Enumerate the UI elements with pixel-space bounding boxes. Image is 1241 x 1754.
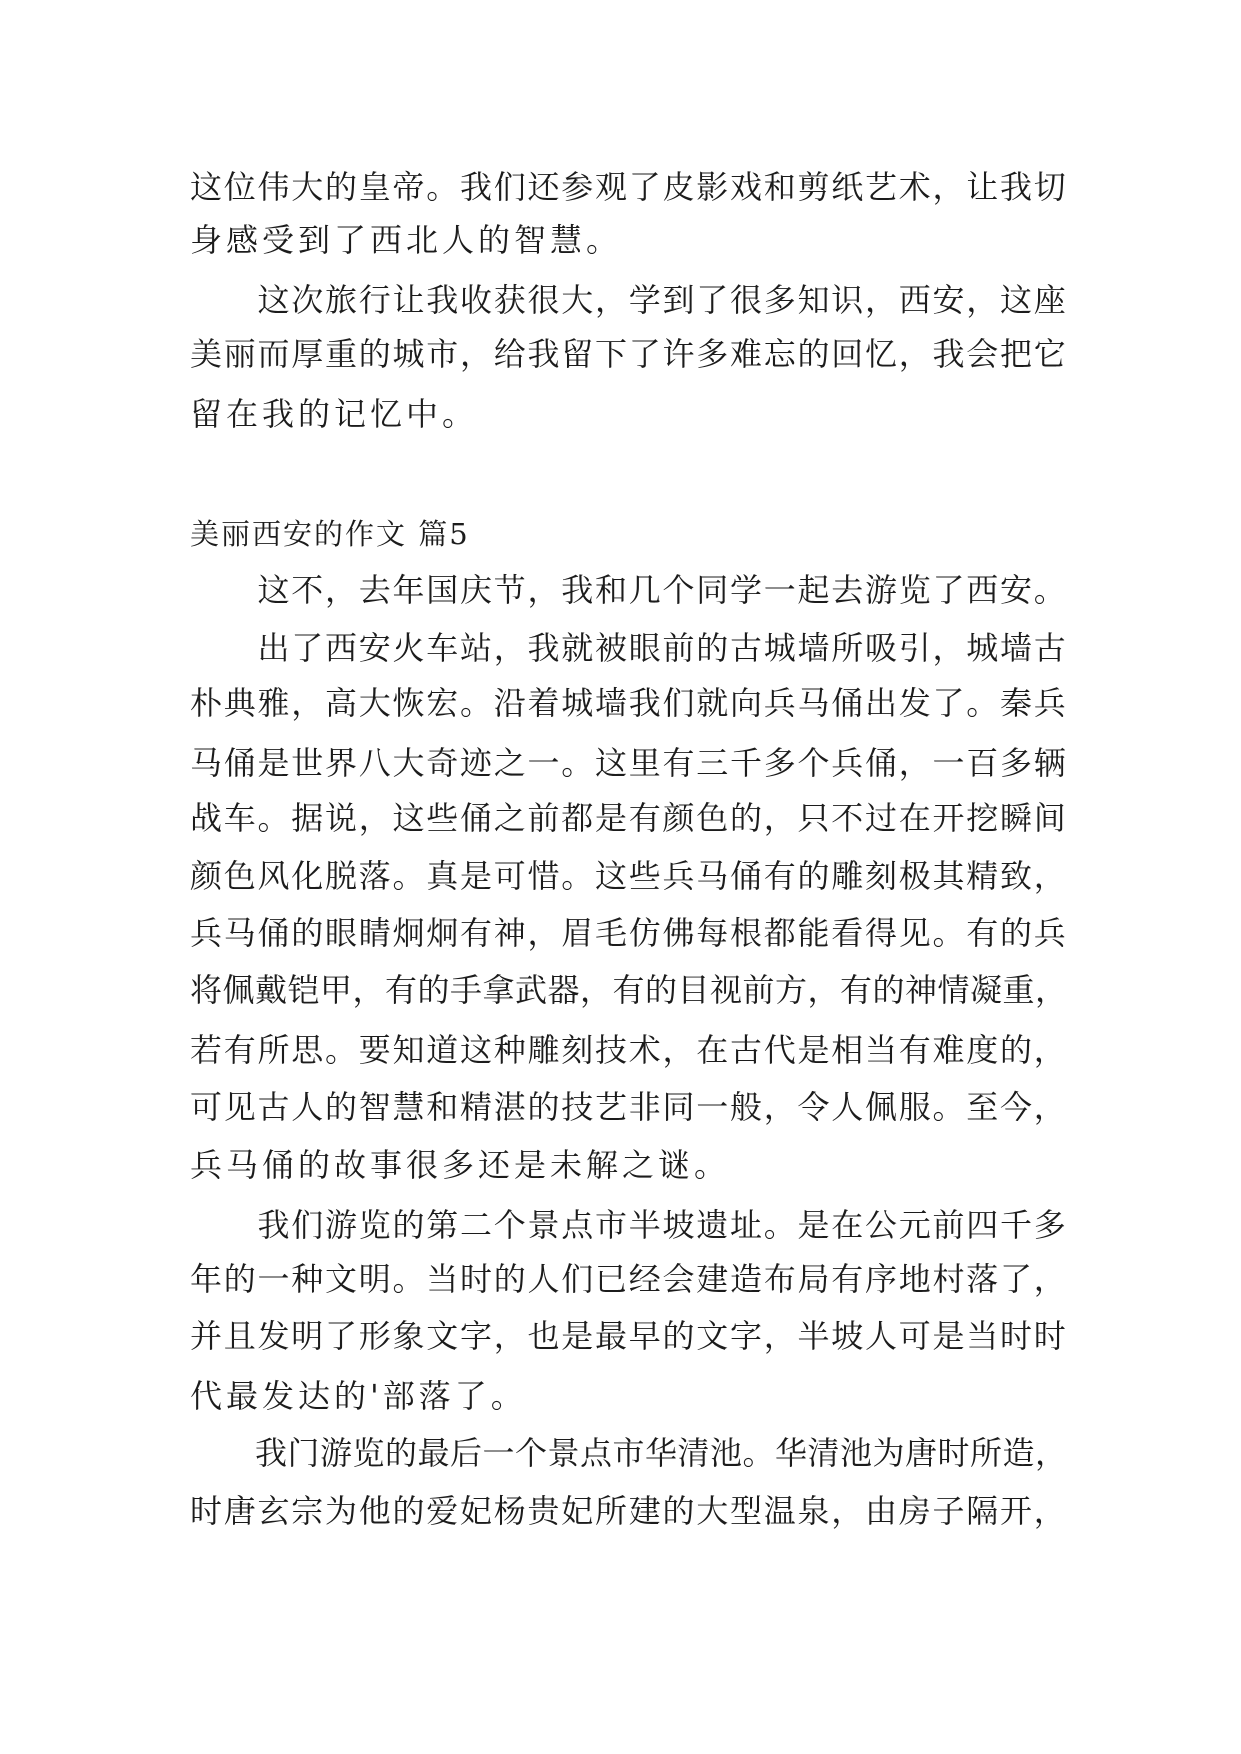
text-line: 可见古人的智慧和精湛的技艺非同一般，令人佩服。至今， [190,1088,1068,1126]
text-line: 颜色风化脱落。真是可惜。这些兵马俑有的雕刻极其精致， [190,857,1068,895]
text-line: 出了西安火车站，我就被眼前的古城墙所吸引，城墙古 [190,629,1068,667]
text-line: 美丽而厚重的城市，给我留下了许多难忘的回忆，我会把它 [190,335,1068,373]
text-line: 时唐玄宗为他的爱妃杨贵妃所建的大型温泉，由房子隔开， [190,1492,1068,1530]
text-line: 身感受到了西北人的智慧。 [190,221,623,259]
text-line: 若有所思。要知道这种雕刻技术，在古代是相当有难度的， [190,1031,1068,1069]
text-line: 并且发明了形象文字，也是最早的文字，半坡人可是当时时 [190,1317,1068,1355]
text-line: 将佩戴铠甲，有的手拿武器，有的目视前方，有的神情凝重， [190,971,1068,1009]
text-line: 兵马俑的故事很多还是未解之谜。 [190,1146,731,1184]
text-line: 朴典雅，高大恢宏。沿着城墙我们就向兵马俑出发了。秦兵 [190,684,1068,722]
text-line: 兵马俑的眼睛炯炯有神，眉毛仿佛每根都能看得见。有的兵 [190,914,1068,952]
text-line: 这不，去年国庆节，我和几个同学一起去游览了西安。 [190,571,1068,609]
text-line: 我门游览的最后一个景点市华清池。华清池为唐时所造， [190,1434,1068,1472]
text-line: 我们游览的第二个景点市半坡遗址。是在公元前四千多 [190,1206,1068,1244]
section-heading: 美丽西安的作文 篇5 [190,517,470,551]
text-line: 这位伟大的皇帝。我们还参观了皮影戏和剪纸艺术，让我切 [190,168,1068,206]
text-line: 年的一种文明。当时的人们已经会建造布局有序地村落了， [190,1260,1068,1298]
text-line: 这次旅行让我收获很大，学到了很多知识，西安，这座 [190,281,1068,319]
text-line: 留在我的记忆中。 [190,395,479,433]
text-line: 马俑是世界八大奇迹之一。这里有三千多个兵俑，一百多辆 [190,744,1068,782]
text-line: 代最发达的'部落了。 [190,1377,527,1415]
text-line: 战车。据说，这些俑之前都是有颜色的，只不过在开挖瞬间 [190,799,1068,837]
